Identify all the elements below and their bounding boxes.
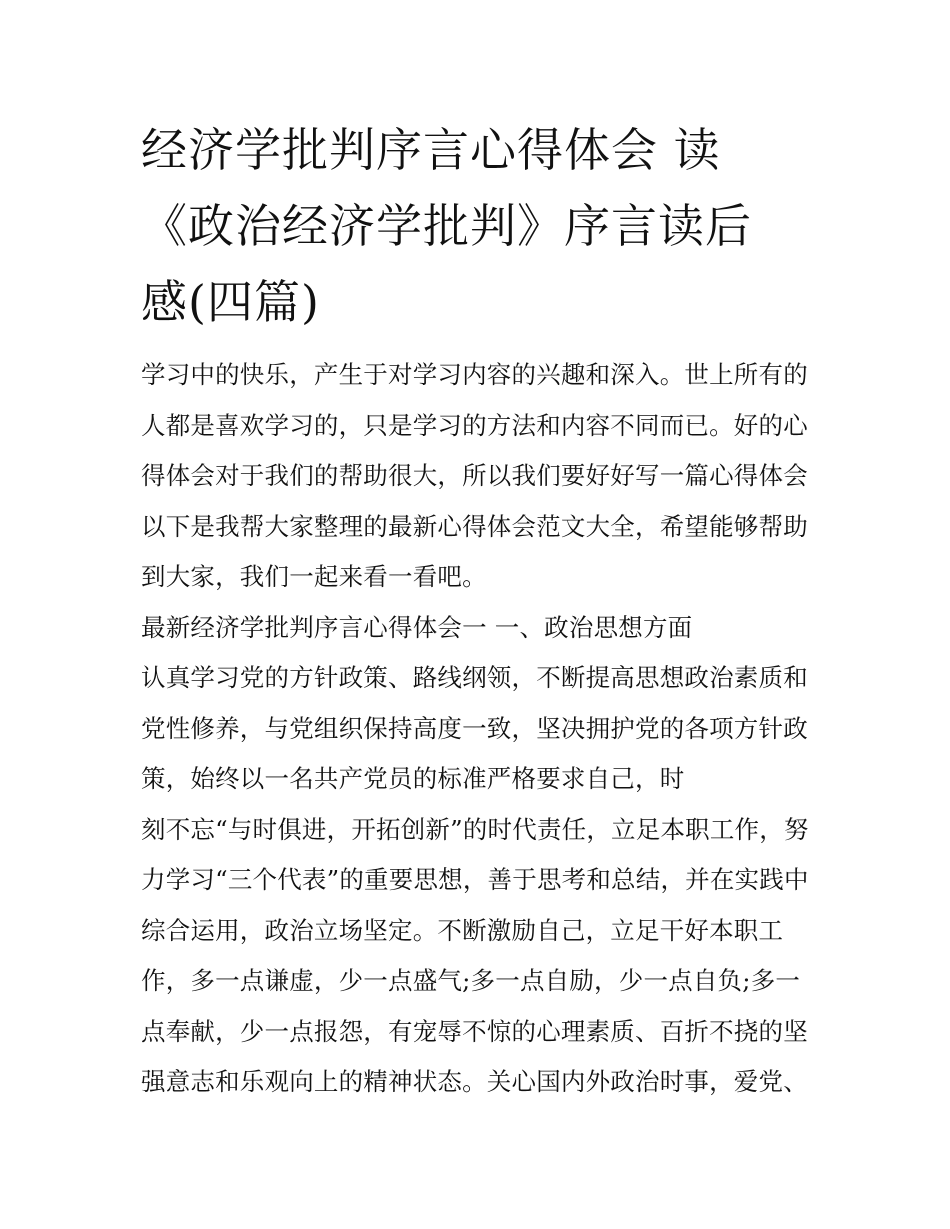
section-heading: 最新经济学批判序言心得体会一 一、政治思想方面 [141,612,693,642]
body-line: 刻不忘“与时俱进，开拓创新”的时代责任，立足本职工作，努 [141,814,809,844]
document-title [141,112,821,340]
body-line: 人都是喜欢学习的，只是学习的方法和内容不同而已。好的心 [141,410,808,440]
body-line: 作，多一点谦虚，少一点盛气;多一点自励，少一点自负;多一 [141,966,801,995]
body-line: 综合运用，政治立场坚定。不断激励自己，立足干好本职工 [141,915,784,945]
title-line: 《政治经济学批判》序言读后 [141,199,752,253]
document-body [141,350,821,1108]
body-line: 认真学习党的方针政策、路线纲领，不断提高思想政治素质和 [141,663,808,692]
body-line: 以下是我帮大家整理的最新心得体会范文大全，希望能够帮助 [141,511,808,541]
document-page [141,112,821,1108]
body-line: 力学习“三个代表”的重要思想，善于思考和总结，并在实践中 [141,865,809,894]
body-line: 策，始终以一名共产党员的标准严格要求自己，时 [141,764,685,793]
body-line: 到大家，我们一起来看一看吧。 [141,562,487,591]
title-line: 感(四篇) [141,275,320,329]
body-line: 党性修养，与党组织保持高度一致，坚决拥护党的各项方针政 [141,713,808,743]
body-line: 点奉献，少一点报怨，有宠辱不惊的心理素质、百折不挠的坚 [141,1016,808,1046]
title-line: 经济学批判序言心得体会 读 [141,123,721,177]
body-line: 得体会对于我们的帮助很大，所以我们要好好写一篇心得体会 [141,461,808,490]
body-line: 强意志和乐观向上的精神状态。关心国内外政治时事，爱党、 [141,1067,808,1096]
body-line: 学习中的快乐，产生于对学习内容的兴趣和深入。世上所有的 [141,360,808,389]
